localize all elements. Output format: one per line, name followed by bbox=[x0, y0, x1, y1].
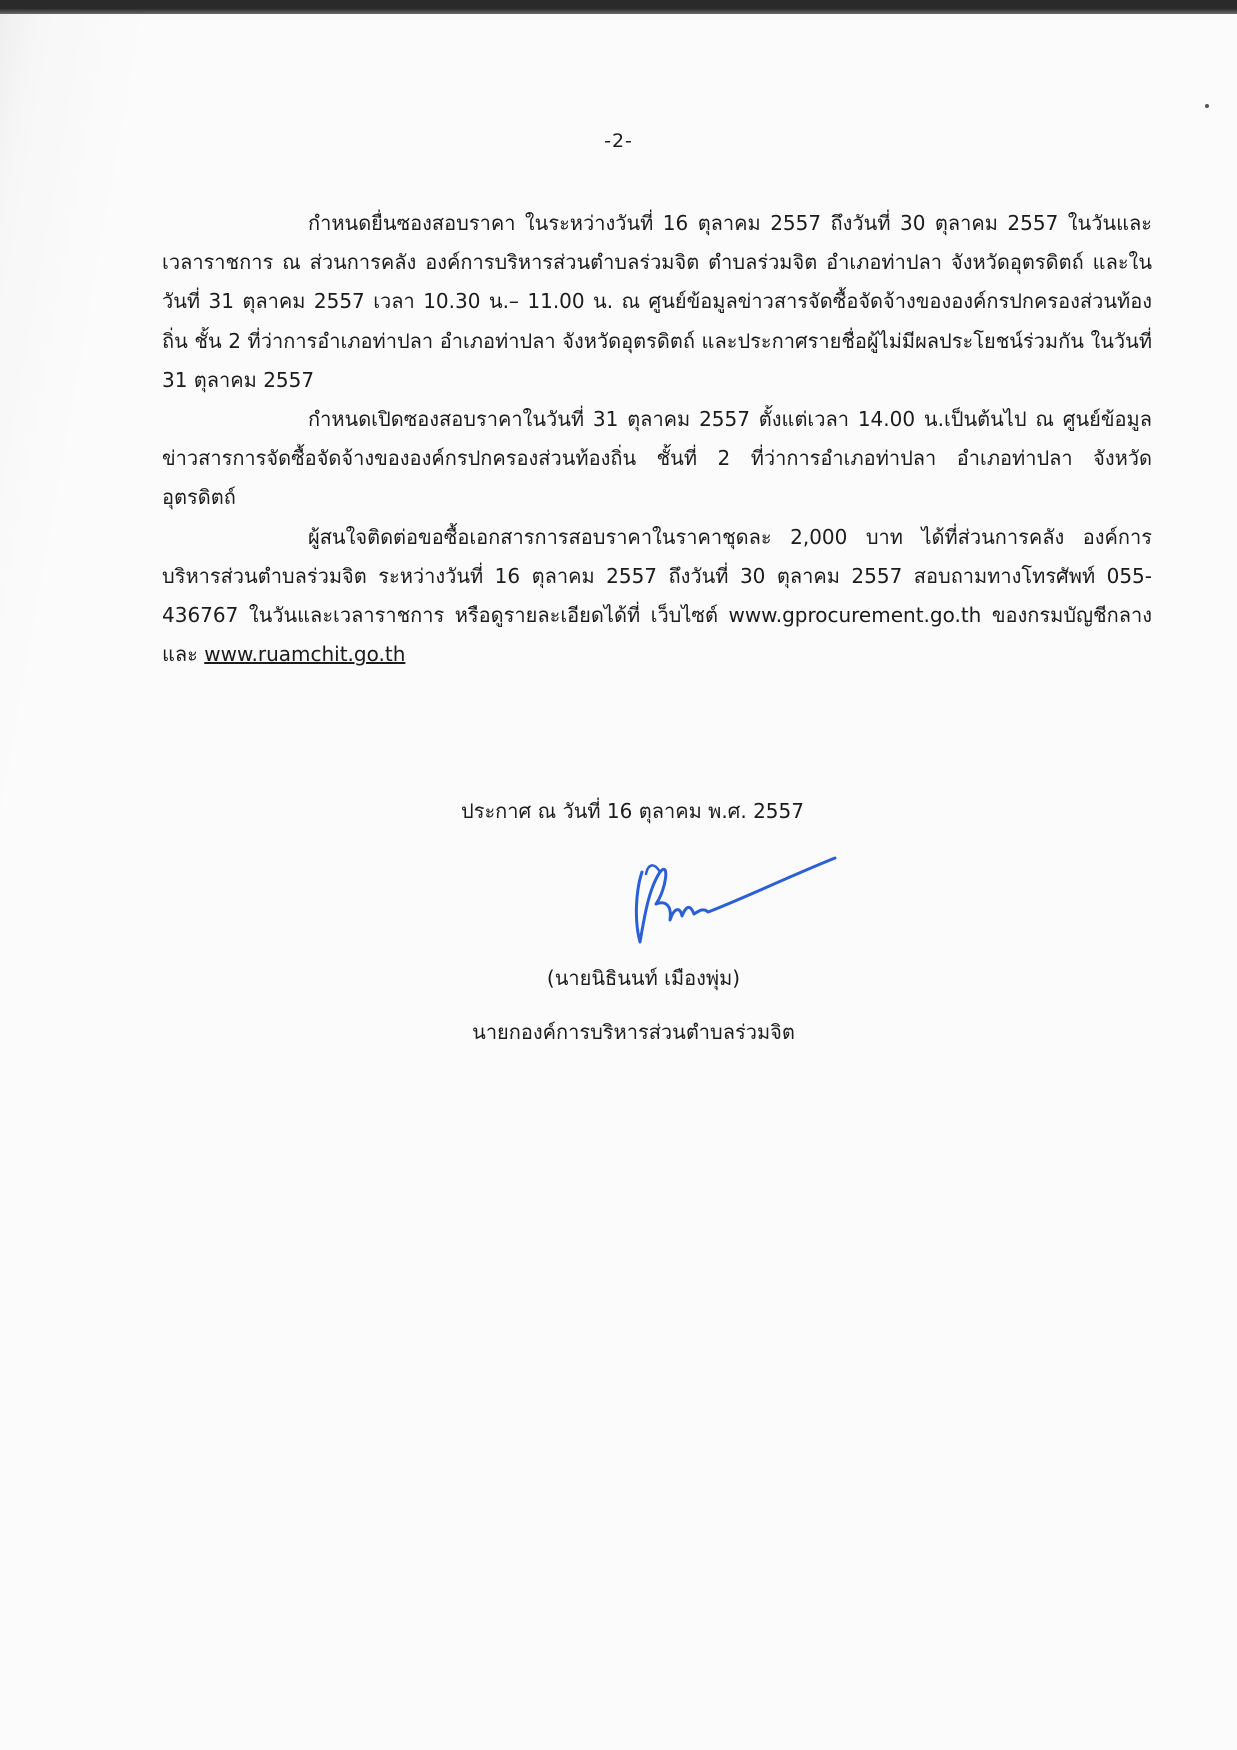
signature-image bbox=[630, 850, 850, 950]
signer-name: (นายนิธินนท์ เมืองพุ่ม) bbox=[546, 966, 741, 990]
scan-speck bbox=[1205, 104, 1209, 108]
signer-title: นายกองค์การบริหารส่วนตำบลร่วมจิต bbox=[472, 1020, 795, 1044]
contact-text: ผู้สนใจติดต่อขอซื้อเอกสารการสอบราคาในราคาชุดละ 2,000 บาท ได้ที่ส่วนการคลัง องค์การบริหารส่วนตำบลร่วมจิต ระหว่างวันที่ 16 ตุลาคม 2557 ถึงวันที่ 30 ตุลาคม 2557 สอบถามทางโทรศัพท์ 055-436767 ในวันและเวลาราชการ หรือดูรายละเอียดได้ที่ เว็บไซต์ www.gprocurement.go.th ของกรมบัญชีกลาง และ bbox=[162, 524, 1152, 667]
signature-stroke bbox=[636, 858, 835, 942]
paragraph-bid-opening: กำหนดเปิดซองสอบราคาในวันที่ 31 ตุลาคม 2557 ตั้งแต่เวลา 14.00 น.เป็นต้นไป ณ ศูนย์ข้อมูลข่าวสารการจัดซื้อจัดจ้างขององค์กรปกครองส่วนท้องถิ่น ชั้นที่ 2 ที่ว่าการอำเภอท่าปลา อำเภอท่าปลา จังหวัดอุตรดิตถ์ bbox=[162, 407, 1152, 510]
page-number: -2- bbox=[604, 130, 633, 152]
website-link[interactable]: www.ruamchit.go.th bbox=[204, 642, 406, 667]
paragraph-bid-submission: กำหนดยื่นซองสอบราคา ในระหว่างวันที่ 16 ตุลาคม 2557 ถึงวันที่ 30 ตุลาคม 2557 ในวันและเวลาราชการ ณ ส่วนการคลัง องค์การบริหารส่วนตำบลร่วมจิต ตำบลร่วมจิต อำเภอท่าปลา จังหวัดอุตรดิตถ์ และในวันที่ 31 ตุลาคม 2557 เวลา 10.30 น.– 11.00 น. ณ ศูนย์ข้อมูลข่าวสารจัดซื้อจัดจ้างขององค์กรปกครองส่วนท้องถิ่น ชั้น 2 ที่ว่าการอำเภอท่าปลา อำเภอท่าปลา จังหวัดอุตรดิตถ์ และประกาศรายชื่อผู้ไม่มีผลประโยชน์ร่วมกัน ในวันที่ 31 ตุลาคม 2557 bbox=[162, 211, 1152, 392]
document-body bbox=[162, 204, 1152, 674]
paragraph-contact bbox=[162, 518, 1152, 675]
scan-top-edge bbox=[0, 0, 1237, 14]
announcement-date: ประกาศ ณ วันที่ 16 ตุลาคม พ.ศ. 2557 bbox=[461, 799, 804, 823]
